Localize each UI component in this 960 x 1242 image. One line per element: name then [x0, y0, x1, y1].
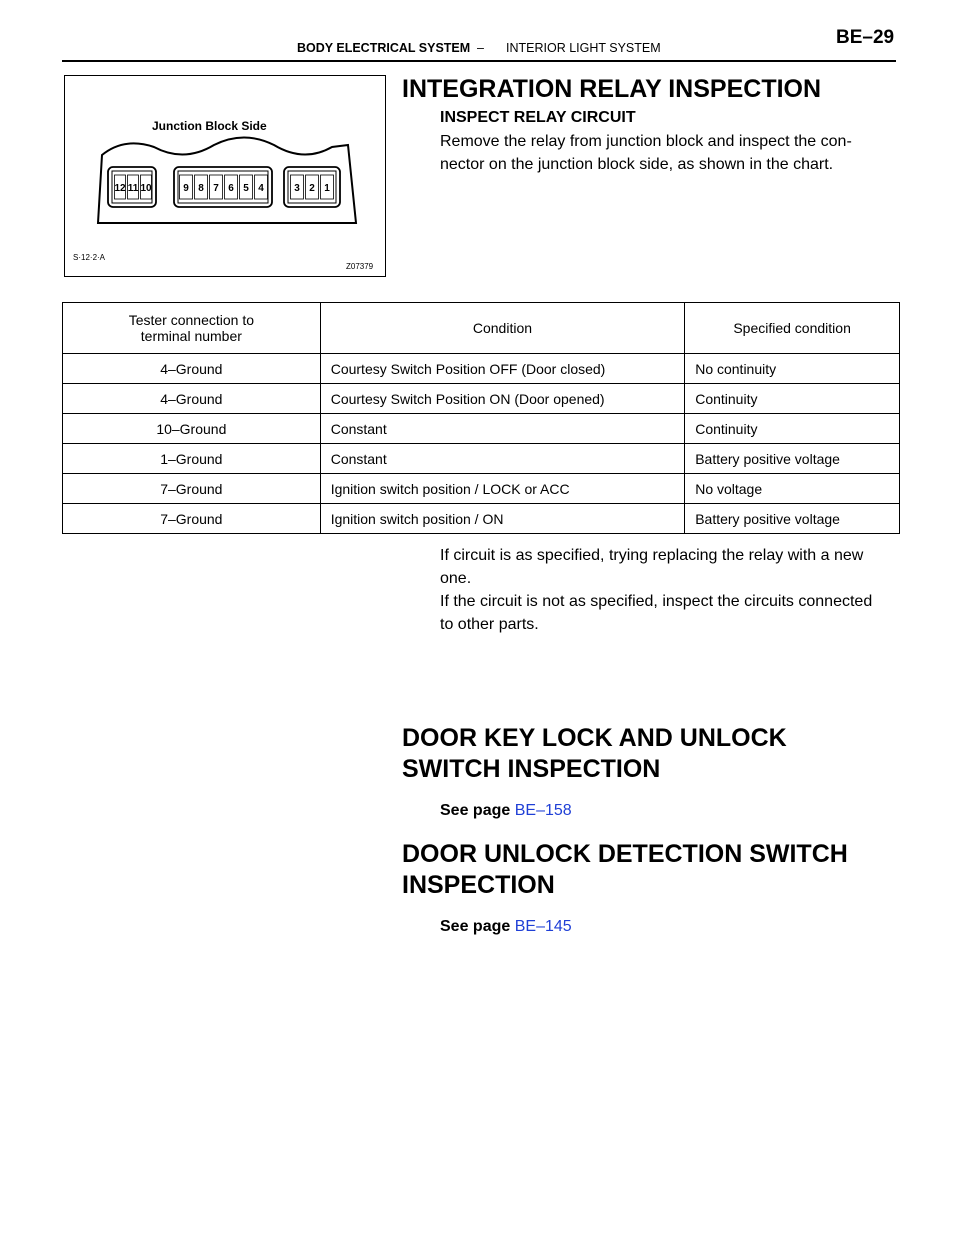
- terminal-number: 5: [243, 183, 249, 194]
- cell-terminal: 4–Ground: [63, 384, 321, 414]
- section1-paragraph: [440, 130, 896, 176]
- link-be-145[interactable]: BE–145: [514, 918, 572, 935]
- cell-specified: Battery positive voltage: [685, 504, 900, 534]
- terminal-number: 8: [198, 183, 204, 194]
- table-row: [63, 414, 900, 444]
- cell-specified: No continuity: [685, 354, 900, 384]
- cell-terminal: 7–Ground: [63, 474, 321, 504]
- terminal-number: 12: [114, 183, 126, 194]
- terminal-number: 4: [258, 183, 264, 194]
- page-number: BE–29: [836, 27, 895, 48]
- table-row: [63, 444, 900, 474]
- terminal-number: 1: [324, 183, 330, 194]
- table-row: [63, 474, 900, 504]
- connector-drawing: [64, 75, 386, 277]
- subheading-inspect-relay-circuit: INSPECT RELAY CIRCUIT: [440, 109, 636, 126]
- header-separator: –: [477, 41, 484, 55]
- cell-specified: Continuity: [685, 384, 900, 414]
- cell-specified: No voltage: [685, 474, 900, 504]
- terminal-number: 10: [140, 183, 152, 194]
- cell-terminal: 7–Ground: [63, 504, 321, 534]
- cell-condition: Constant: [320, 414, 685, 444]
- see-page-door-key-lock: See page BE–158: [440, 802, 572, 819]
- cell-condition: Ignition switch position / LOCK or ACC: [320, 474, 685, 504]
- section-heading-door-unlock-detection: DOOR UNLOCK DETECTION SWITCH INSPECTION: [402, 840, 848, 899]
- cell-condition: Courtesy Switch Position OFF (Door closed): [320, 354, 685, 384]
- header-system: BODY ELECTRICAL SYSTEM: [297, 41, 471, 55]
- see-page-door-unlock: See page BE–145: [440, 918, 572, 935]
- table-header-row: [63, 303, 900, 354]
- cell-terminal: 1–Ground: [63, 444, 321, 474]
- link-be-158[interactable]: BE–158: [514, 802, 572, 819]
- cell-condition: Courtesy Switch Position ON (Door opened): [320, 384, 685, 414]
- cell-specified: Battery positive voltage: [685, 444, 900, 474]
- figure-title: Junction Block Side: [152, 119, 267, 133]
- table-row: [63, 504, 900, 534]
- figure-code-right: Z07379: [346, 262, 374, 271]
- section1-line1: Remove the relay from junction block and inspect the con-: [440, 133, 852, 150]
- terminal-number: 2: [309, 183, 315, 194]
- header-condition: Condition: [320, 303, 685, 354]
- terminal-number: 9: [183, 183, 189, 194]
- terminal-number: 3: [294, 183, 300, 194]
- cell-specified: Continuity: [685, 414, 900, 444]
- header-specified-condition: Specified condition: [685, 303, 900, 354]
- table-row: [63, 384, 900, 414]
- figure-code-left: S·12·2·A: [73, 253, 106, 262]
- section-heading-integration-relay: INTEGRATION RELAY INSPECTION: [402, 75, 822, 103]
- cell-terminal: 4–Ground: [63, 354, 321, 384]
- result-paragraph-1: If circuit is as specified, trying replacing the relay with a new one.: [440, 547, 864, 587]
- terminal-number: 11: [127, 183, 139, 194]
- header-rule: [62, 60, 896, 62]
- terminal-number: 7: [213, 183, 219, 194]
- inspection-table: [62, 302, 900, 534]
- header-tester-connection: Tester connection to terminal number: [63, 303, 321, 354]
- cell-condition: Ignition switch position / ON: [320, 504, 685, 534]
- header-section: INTERIOR LIGHT SYSTEM: [506, 41, 661, 55]
- result-paragraph-2: If the circuit is not as specified, inspect the circuits connected to other parts.: [440, 593, 873, 633]
- section-heading-door-key-lock: DOOR KEY LOCK AND UNLOCK SWITCH INSPECTION: [402, 724, 787, 783]
- table-row: [63, 354, 900, 384]
- cell-terminal: 10–Ground: [63, 414, 321, 444]
- section1-line2: nector on the junction block side, as shown in the chart.: [440, 156, 834, 173]
- terminal-number: 6: [228, 183, 234, 194]
- cell-condition: Constant: [320, 444, 685, 474]
